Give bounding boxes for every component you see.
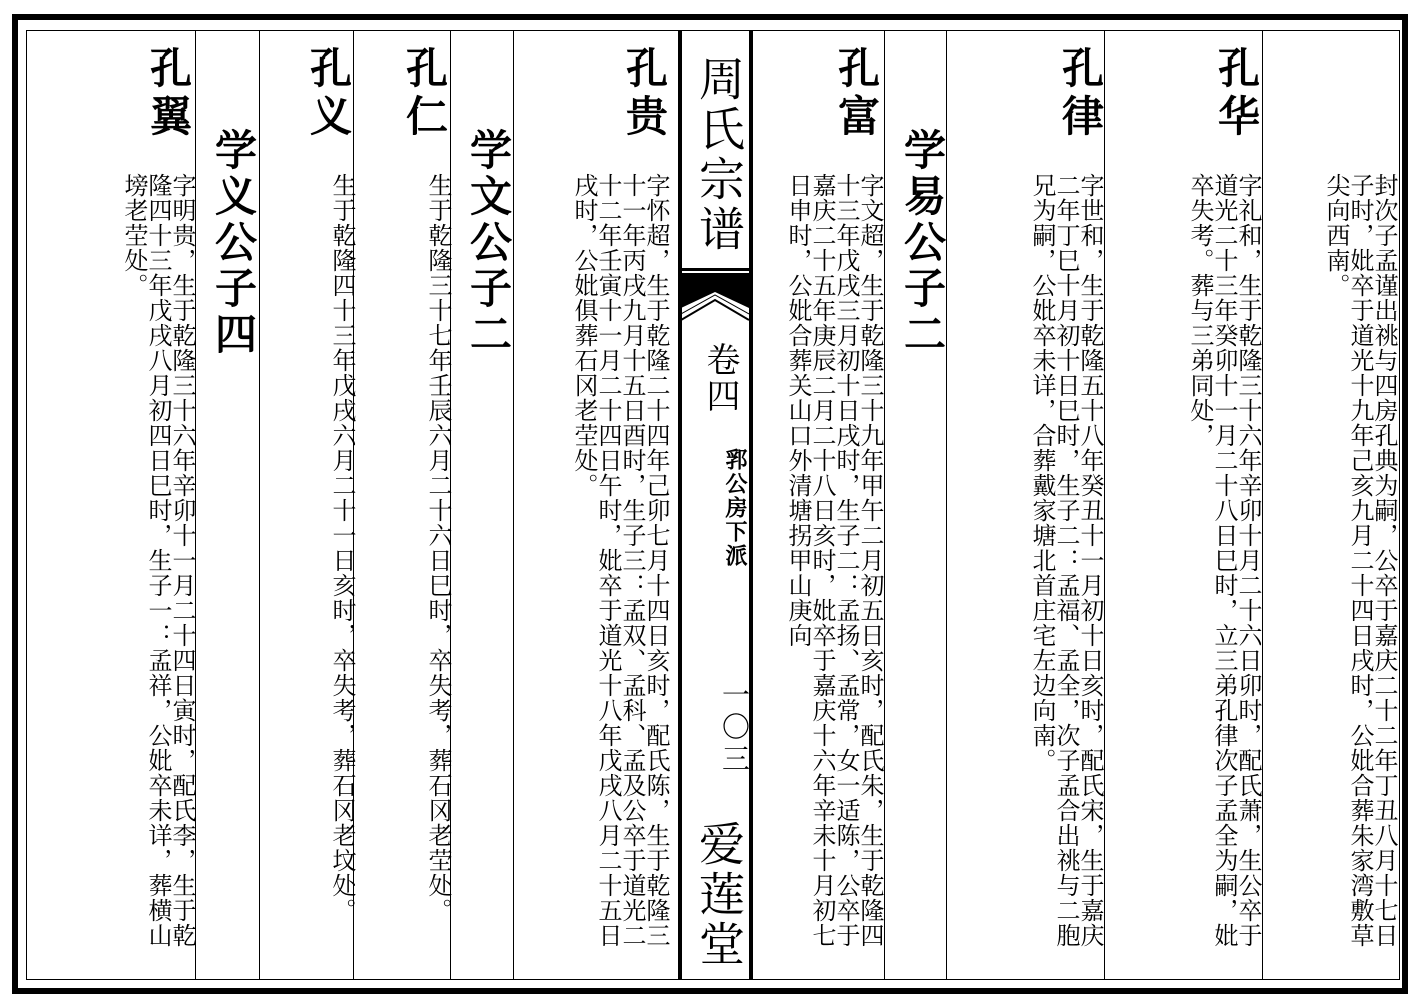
section-heading-xueyi-gong: 学义公子四 — [209, 128, 258, 358]
entry-name-konggui: 孔贵 — [620, 46, 669, 142]
column-divider — [1262, 30, 1263, 980]
center-band-divider — [678, 30, 682, 980]
entry-name-kongyi: 孔义 — [304, 46, 353, 142]
page-number: 一〇三 — [718, 680, 751, 776]
entry-text-kongyi: 生于乾隆四十三年戊戌六月二十一日亥时，卒失考，葬石冈老坟处。 — [328, 173, 356, 923]
column-divider — [1104, 30, 1105, 980]
genealogy-title: 周氏宗谱 — [692, 55, 746, 255]
section-heading-xuewen: 学文公子二 — [464, 128, 513, 358]
entry-text-kongyi-wing: 字明贵，生于乾隆三十六年辛卯十一月二十四日寅时，配氏李，生于乾隆四十三年戊戌八月初四日巳时，生子一：孟祥，公妣卒未详，葬横山塝老茔处。 — [120, 173, 196, 948]
entry-text-konggui: 字怀超，生于乾隆二十四年己卯七月十四日亥时，配氏陈，生于乾隆三十一年丙戌九月十五日酉时，生子三：孟双、孟科、孟及公卒于道光二十二年壬寅十一月二十四日午时，妣卒于道光十八年戊戌八月二十五日戌时，公妣俱葬石冈老茔处。 — [570, 173, 670, 948]
entry-name-kongren: 孔仁 — [400, 46, 449, 142]
fishtail-banner-icon — [681, 268, 749, 332]
entry-text-konglv: 字世和，生于乾隆五十八年癸丑十一月初十日亥时，配氏宋，生于嘉庆二年丁巳十月初十日巳时，生子二：孟福、孟全，次子孟合出祧与二胞兄为嗣，公妣卒未详，合葬戴家塘北首庄宅左边向南。 — [1028, 173, 1104, 948]
column-divider — [884, 30, 885, 980]
intro-paragraph: 封次子孟谨出祧与四房孔典为嗣，公卒于嘉庆二十二年丁丑八月十七日子时，妣卒于道光十九年己亥九月二十四日戌时，公妣合葬朱家湾敷草尖向西南。 — [1322, 173, 1398, 948]
branch-label: 郛公房下派 — [722, 448, 748, 568]
entry-text-konghua: 字礼和，生于乾隆三十六年辛卯十月二十六日卯时，配氏萧，生公卒于道光二十三年癸卯十一月二十八日巳时，立三弟孔律次子孟全为嗣，妣卒失考。葬与三弟同处， — [1186, 173, 1262, 948]
entry-name-kongfu: 孔富 — [832, 46, 881, 142]
section-heading-xueyi: 学易公子二 — [898, 128, 947, 358]
volume-label: 卷四 — [700, 342, 740, 414]
entry-text-kongfu: 字文超，生于乾隆三十九年甲午二月初五日亥时，配氏朱，生于乾隆四十三年戊戌三月初十日戌时，生子二：孟扬、孟常，女一适陈，公卒于嘉庆二十五年庚辰二月二十八日亥时，妣卒于嘉庆十六年辛未十月初七日申时，公妣合葬关山口外清塘拐甲山庚向 — [784, 173, 884, 948]
entry-text-kongren: 生于乾隆三十七年壬辰六月二十六日巳时，卒失考，葬石冈老茔处。 — [424, 173, 452, 923]
entry-name-konghua: 孔华 — [1212, 46, 1261, 142]
hall-name: 爱莲堂 — [692, 820, 746, 970]
entry-name-konglv: 孔律 — [1056, 46, 1105, 142]
entry-name-kongyi-wing: 孔翼 — [144, 46, 193, 142]
